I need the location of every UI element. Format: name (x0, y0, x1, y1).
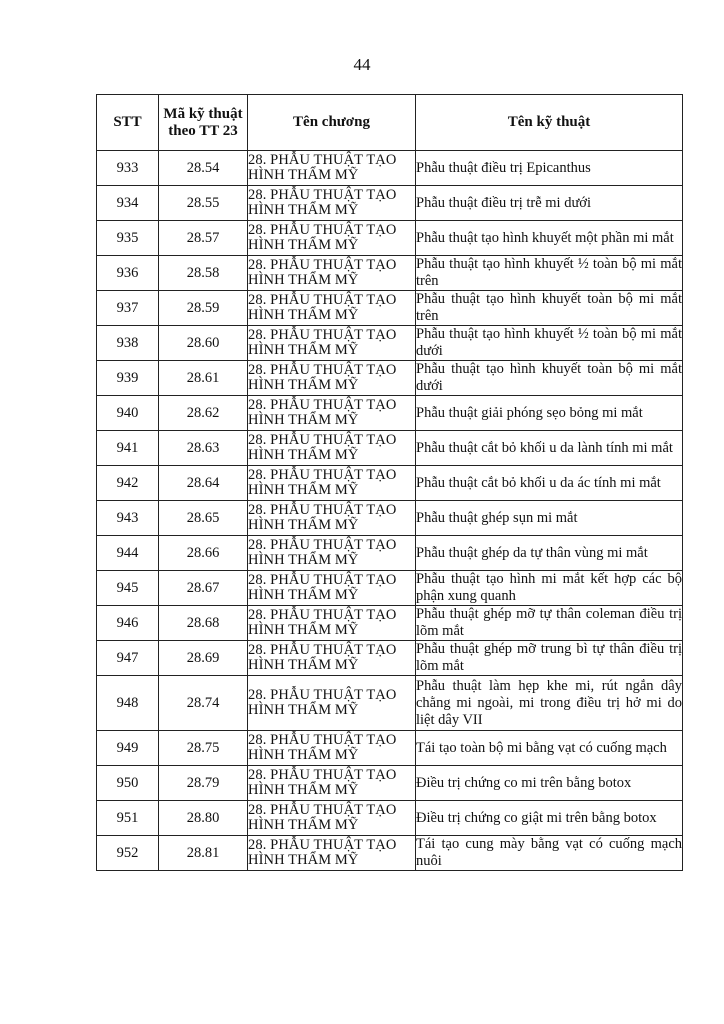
cell-stt: 947 (97, 641, 159, 676)
cell-code: 28.54 (159, 151, 248, 186)
cell-code: 28.75 (159, 731, 248, 766)
table-row (97, 291, 683, 326)
cell-stt: 935 (97, 221, 159, 256)
header-code: Mã kỹ thuật theo TT 23 (159, 95, 248, 151)
cell-stt: 944 (97, 536, 159, 571)
cell-stt: 933 (97, 151, 159, 186)
table-row (97, 836, 683, 871)
table-row (97, 731, 683, 766)
cell-chapter: 28. PHẪU THUẬT TẠO HÌNH THẨM MỸ (248, 221, 416, 256)
cell-code: 28.55 (159, 186, 248, 221)
cell-chapter: 28. PHẪU THUẬT TẠO HÌNH THẨM MỸ (248, 361, 416, 396)
header-stt: STT (97, 95, 159, 151)
cell-stt: 946 (97, 606, 159, 641)
cell-stt: 940 (97, 396, 159, 431)
cell-chapter: 28. PHẪU THUẬT TẠO HÌNH THẨM MỸ (248, 431, 416, 466)
cell-technique: Tái tạo toàn bộ mi bằng vạt có cuống mạch (416, 731, 683, 766)
table-row (97, 431, 683, 466)
cell-chapter: 28. PHẪU THUẬT TẠO HÌNH THẨM MỸ (248, 186, 416, 221)
cell-stt: 942 (97, 466, 159, 501)
cell-code: 28.65 (159, 501, 248, 536)
cell-chapter: 28. PHẪU THUẬT TẠO HÌNH THẨM MỸ (248, 571, 416, 606)
header-technique: Tên kỹ thuật (416, 95, 683, 151)
page-number: 44 (353, 55, 371, 74)
cell-chapter: 28. PHẪU THUẬT TẠO HÌNH THẨM MỸ (248, 641, 416, 676)
cell-technique: Phẫu thuật giải phóng sẹo bỏng mi mắt (416, 396, 683, 431)
table-row (97, 326, 683, 361)
cell-chapter: 28. PHẪU THUẬT TẠO HÌNH THẨM MỸ (248, 396, 416, 431)
table-row (97, 676, 683, 731)
cell-technique: Phẫu thuật tạo hình khuyết ½ toàn bộ mi mắt dưới (416, 326, 682, 359)
cell-code: 28.58 (159, 256, 248, 291)
cell-stt: 938 (97, 326, 159, 361)
cell-stt: 936 (97, 256, 159, 291)
table-row (97, 361, 683, 396)
cell-chapter: 28. PHẪU THUẬT TẠO HÌNH THẨM MỸ (248, 291, 416, 326)
cell-stt: 945 (97, 571, 159, 606)
cell-technique: Phẫu thuật điều trị trễ mi dưới (416, 186, 683, 221)
cell-stt: 951 (97, 801, 159, 836)
cell-chapter: 28. PHẪU THUẬT TẠO HÌNH THẨM MỸ (248, 676, 416, 731)
cell-stt: 950 (97, 766, 159, 801)
cell-code: 28.66 (159, 536, 248, 571)
cell-code: 28.67 (159, 571, 248, 606)
cell-code: 28.74 (159, 676, 248, 731)
cell-code: 28.80 (159, 801, 248, 836)
cell-chapter: 28. PHẪU THUẬT TẠO HÌNH THẨM MỸ (248, 731, 416, 766)
table-row (97, 186, 683, 221)
table-row (97, 221, 683, 256)
cell-technique: Điều trị chứng co giật mi trên bằng botox (416, 801, 683, 836)
cell-stt: 937 (97, 291, 159, 326)
cell-technique: Phẫu thuật cắt bỏ khối u da ác tính mi mắt (416, 466, 683, 501)
cell-chapter: 28. PHẪU THUẬT TẠO HÌNH THẨM MỸ (248, 501, 416, 536)
cell-technique: Phẫu thuật cắt bỏ khối u da lành tính mi mắt (416, 431, 683, 466)
table-row (97, 801, 683, 836)
cell-chapter: 28. PHẪU THUẬT TẠO HÌNH THẨM MỸ (248, 536, 416, 571)
cell-stt: 934 (97, 186, 159, 221)
cell-technique: Phẫu thuật tạo hình khuyết một phần mi mắt (416, 221, 683, 256)
cell-chapter: 28. PHẪU THUẬT TẠO HÌNH THẨM MỸ (248, 836, 416, 871)
cell-technique: Phẫu thuật làm hẹp khe mi, rút ngắn dây chằng mi ngoài, mi trong điều trị hở mi do liệt dây VII (416, 676, 683, 731)
cell-technique: Phẫu thuật điều trị Epicanthus (416, 151, 683, 186)
cell-code: 28.63 (159, 431, 248, 466)
cell-stt: 939 (97, 361, 159, 396)
cell-chapter: 28. PHẪU THUẬT TẠO HÌNH THẨM MỸ (248, 766, 416, 801)
table-row (97, 256, 683, 291)
table-row (97, 641, 683, 676)
cell-code: 28.69 (159, 641, 248, 676)
table-row (97, 536, 683, 571)
cell-code: 28.60 (159, 326, 248, 361)
cell-technique: Điều trị chứng co mi trên bằng botox (416, 766, 683, 801)
cell-code: 28.59 (159, 291, 248, 326)
cell-code: 28.81 (159, 836, 248, 871)
cell-technique: Phẫu thuật tạo hình mi mắt kết hợp các bộ phận xung quanh (416, 571, 682, 604)
cell-technique: Phẫu thuật tạo hình khuyết toàn bộ mi mắt dưới (416, 361, 682, 394)
cell-technique: Phẫu thuật tạo hình khuyết toàn bộ mi mắt trên (416, 291, 682, 324)
procedures-table (96, 94, 683, 871)
cell-code: 28.61 (159, 361, 248, 396)
table-row (97, 606, 683, 641)
cell-stt: 941 (97, 431, 159, 466)
cell-chapter: 28. PHẪU THUẬT TẠO HÌNH THẨM MỸ (248, 151, 416, 186)
cell-technique: Phẫu thuật ghép sụn mi mắt (416, 501, 683, 536)
cell-code: 28.64 (159, 466, 248, 501)
cell-technique: Tái tạo cung mày bằng vạt có cuống mạch nuôi (416, 836, 682, 869)
table-row (97, 766, 683, 801)
cell-chapter: 28. PHẪU THUẬT TẠO HÌNH THẨM MỸ (248, 606, 416, 641)
table-row (97, 466, 683, 501)
cell-chapter: 28. PHẪU THUẬT TẠO HÌNH THẨM MỸ (248, 326, 416, 361)
cell-chapter: 28. PHẪU THUẬT TẠO HÌNH THẨM MỸ (248, 801, 416, 836)
cell-stt: 948 (97, 676, 159, 731)
table-row (97, 501, 683, 536)
cell-code: 28.62 (159, 396, 248, 431)
table-row (97, 396, 683, 431)
header-chapter: Tên chương (248, 95, 416, 151)
table-row (97, 151, 683, 186)
table-row (97, 571, 683, 606)
cell-technique: Phẫu thuật ghép mỡ tự thân coleman điều trị lõm mắt (416, 606, 682, 639)
cell-technique: Phẫu thuật ghép da tự thân vùng mi mắt (416, 536, 683, 571)
cell-code: 28.57 (159, 221, 248, 256)
cell-chapter: 28. PHẪU THUẬT TẠO HÌNH THẨM MỸ (248, 466, 416, 501)
cell-technique: Phẫu thuật ghép mỡ trung bì tự thân điều trị lõm mắt (416, 641, 682, 674)
cell-stt: 943 (97, 501, 159, 536)
cell-code: 28.68 (159, 606, 248, 641)
cell-stt: 949 (97, 731, 159, 766)
cell-code: 28.79 (159, 766, 248, 801)
cell-stt: 952 (97, 836, 159, 871)
table-header-row (97, 95, 683, 151)
cell-technique: Phẫu thuật tạo hình khuyết ½ toàn bộ mi mắt trên (416, 256, 682, 289)
cell-chapter: 28. PHẪU THUẬT TẠO HÌNH THẨM MỸ (248, 256, 416, 291)
